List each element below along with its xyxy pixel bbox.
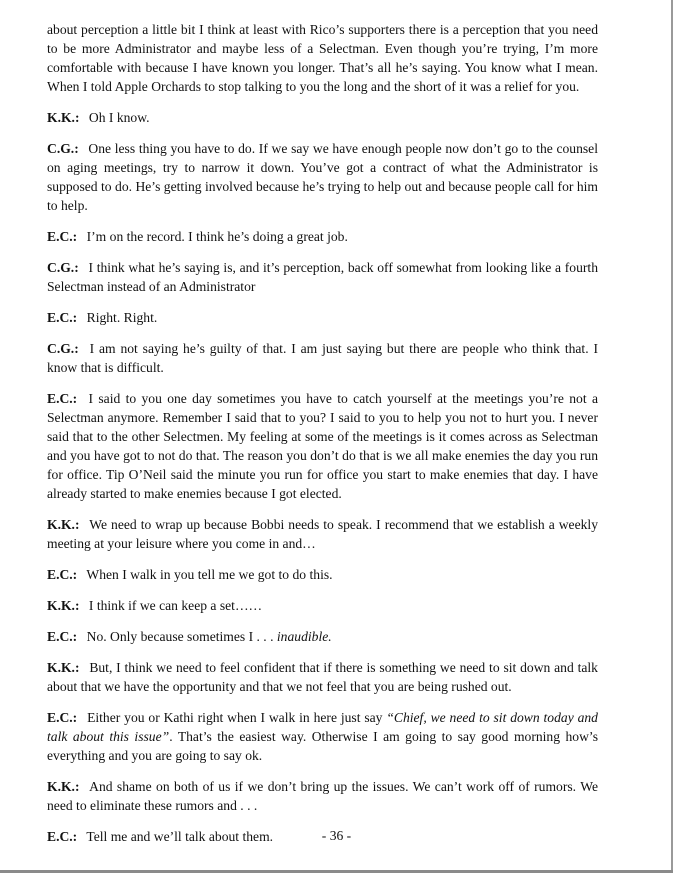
dialogue-text: I think what he’s saying is, and it’s perception, back off somewhat from looking like a fourth Selectman instead of an Administrator [47,260,599,294]
dialogue-text: Oh I know. [88,110,150,125]
speaker-label: K.K.: [47,598,80,613]
paragraph-text [47,339,598,377]
dialogue-text: We need to wrap up because Bobbi needs to speak. I recommend that we establish a weekly meeting at your leisure where you come in and… [47,517,598,551]
paragraph-text [47,389,598,503]
dialogue-text: And shame on both of us if we don’t bring up the issues. We can’t work off of rumors. We need to eliminate these rumors and . . . [47,779,598,813]
paragraph-text [47,227,598,246]
page-number: - 36 - [321,828,352,843]
transcript-paragraph [47,777,598,815]
speaker-label: E.C.: [47,229,78,244]
dialogue-text: I said to you one day sometimes you have to catch yourself at the meetings you’re not a Selectman anymore. Remember I said that to you? I said to you to help you not to hurt you. I never said that to the other Selectmen. My feeling at some of the meetings is it comes across as Selectman and you have got to not do that. The reason you don’t do that is we all make enemies the day you run for office. Tip O’Neil said the minute you run for office you start to make enemies that day. I have already started to make enemies because I got elected. [47,391,598,501]
speaker-label: C.G.: [47,141,79,156]
speaker-label: K.K.: [47,660,80,675]
transcript-paragraph [47,108,598,127]
speaker-label: K.K.: [47,779,80,794]
speaker-label: E.C.: [47,829,78,844]
speaker-label: E.C.: [47,629,78,644]
paragraph-text [47,308,598,327]
dialogue-text: Either you or Kathi right when I walk in here just say [87,710,387,725]
dialogue-text: No. Only because sometimes I . . . [86,629,277,644]
dialogue-text: One less thing you have to do. If we say we have enough people now don’t go to the counsel on aging meetings, try to narrow it down. You’ve got a contract of what the Administrator is supposed to do. He’s getting involved because he’s trying to help out and because people call for him to help. [47,141,598,213]
italic-text: “Chief, we need to sit down today and talk about this issue” [47,710,598,744]
transcript-paragraph [47,139,598,215]
transcript-paragraph [47,20,598,96]
paragraph-text [47,139,598,215]
dialogue-text: When I walk in you tell me we got to do this. [86,567,333,582]
transcript-paragraph [47,565,598,584]
transcript-paragraph [47,658,598,696]
italic-text: inaudible. [276,629,332,644]
dialogue-text: Right. Right. [86,310,158,325]
paragraph-text [47,777,598,815]
transcript-paragraph [47,515,598,553]
transcript-paragraph [47,708,598,765]
transcript-paragraph [47,308,598,327]
dialogue-text: about perception a little bit I think at least with Rico’s supporters there is a perception that you need to be more Administrator and maybe less of a Selectman. Even though you’re trying, I’m more comfortable with because I have known you longer. That’s all he’s saying. You know what I mean. When I told Apple Orchards to stop talking to you the long and the short of it was a relief for you. [47,22,598,94]
transcript-paragraph [47,339,598,377]
paragraph-text [47,108,598,127]
dialogue-text: I’m on the record. I think he’s doing a great job. [86,229,348,244]
speaker-label: C.G.: [47,341,79,356]
transcript-body [47,20,598,858]
transcript-paragraph [47,389,598,503]
transcript-paragraph [47,596,598,615]
speaker-label: E.C.: [47,710,78,725]
speaker-label: E.C.: [47,567,78,582]
paragraph-text [47,708,598,765]
paragraph-text [47,565,598,584]
dialogue-text: . That’s the easiest way. Otherwise I am going to say good morning how’s everything and you are going to say ok. [47,729,598,763]
transcript-paragraph [47,627,598,646]
speaker-label: E.C.: [47,310,78,325]
speaker-label: K.K.: [47,517,80,532]
paragraph-text [47,627,598,646]
dialogue-text: Tell me and we’ll talk about them. [86,829,274,844]
dialogue-text: But, I think we need to feel confident that if there is something we need to sit down and talk about that we have the opportunity and that we not feel that you are being rushed out. [47,660,598,694]
speaker-label: E.C.: [47,391,78,406]
dialogue-text: I am not saying he’s guilty of that. I am just saying but there are people who think that. I know that is difficult. [47,341,598,375]
transcript-paragraph [47,258,598,296]
speaker-label: K.K.: [47,110,80,125]
paragraph-text [47,515,598,553]
transcript-paragraph [47,227,598,246]
speaker-label: C.G.: [47,260,79,275]
dialogue-text: I think if we can keep a set…… [88,598,263,613]
paragraph-text [47,658,598,696]
paragraph-text [47,596,598,615]
paragraph-text [47,258,598,296]
paragraph-text [47,20,598,96]
